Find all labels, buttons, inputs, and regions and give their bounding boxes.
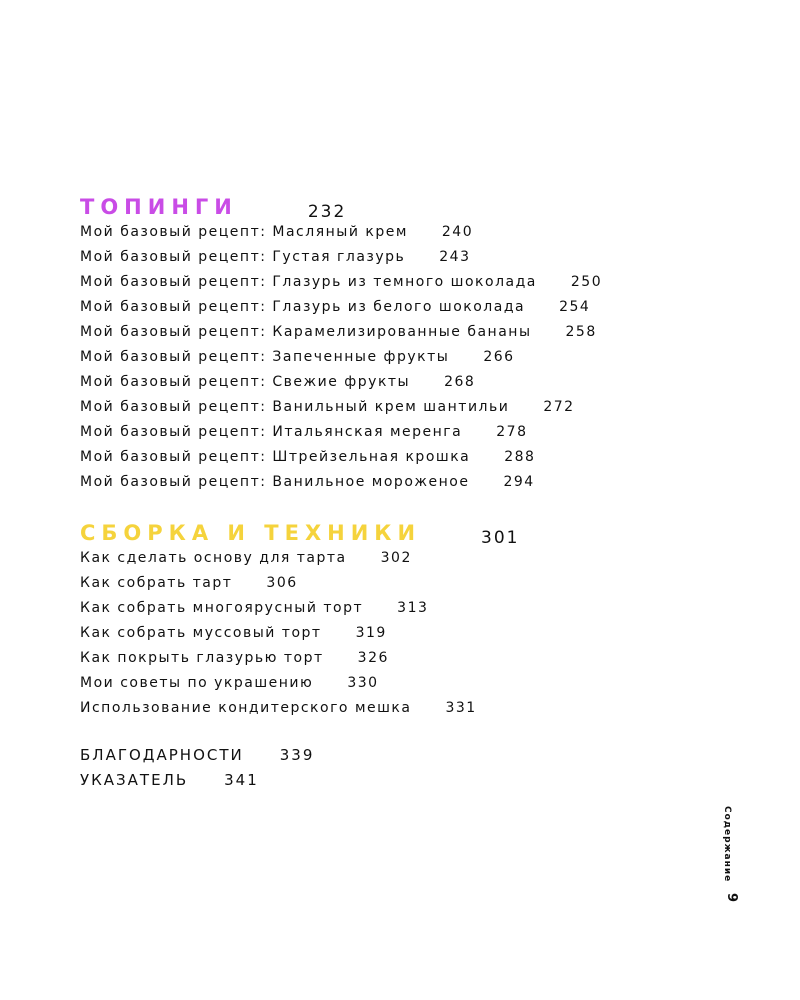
- page-number: 9: [724, 893, 739, 903]
- toc-entry[interactable]: [80, 470, 602, 495]
- toc-entry[interactable]: [80, 621, 519, 646]
- entry-label: Как сделать основу для тарта: [80, 550, 347, 566]
- entry-page: 294: [503, 474, 535, 490]
- entry-page: 330: [347, 675, 379, 691]
- entry-label: Мой базовый рецепт: Штрейзельная крошка: [80, 449, 471, 465]
- entry-label: Мой базовый рецепт: Свежие фрукты: [80, 374, 411, 390]
- entry-page: 250: [570, 274, 603, 290]
- entry-label: Мой базовый рецепт: Масляный крем: [80, 224, 408, 240]
- entry-page: 306: [266, 575, 298, 591]
- toc-entry[interactable]: [80, 270, 602, 295]
- section-title: СБОРКА И ТЕХНИКИ: [80, 521, 422, 545]
- section-heading: [80, 186, 602, 220]
- toc-entry[interactable]: [80, 445, 602, 470]
- entry-page: 326: [357, 650, 389, 666]
- entry-list: [80, 546, 519, 721]
- entry-page: 339: [279, 746, 315, 764]
- entry-page: 243: [439, 249, 471, 265]
- toc-entry[interactable]: [80, 295, 602, 320]
- toc-entry[interactable]: [80, 220, 602, 245]
- entry-page: 313: [397, 600, 429, 616]
- entry-label: Как покрыть глазурью торт: [80, 650, 324, 666]
- toc-entry[interactable]: [80, 646, 519, 671]
- toc-entry[interactable]: [80, 596, 519, 621]
- entry-page: 266: [483, 349, 515, 365]
- toc-entry-index[interactable]: [80, 768, 314, 793]
- entry-page: 254: [559, 299, 591, 315]
- entry-list: [80, 220, 602, 495]
- entry-label: УКАЗАТЕЛЬ: [80, 771, 189, 789]
- section-assembly: [80, 512, 519, 721]
- section-back-matter: [80, 743, 314, 793]
- entry-page: 319: [355, 625, 387, 641]
- entry-page: 240: [441, 224, 474, 240]
- toc-entry[interactable]: [80, 345, 602, 370]
- toc-entry[interactable]: [80, 420, 602, 445]
- toc-entry[interactable]: [80, 696, 519, 721]
- toc-entry[interactable]: [80, 320, 602, 345]
- toc-entry[interactable]: [80, 395, 602, 420]
- toc-entry-acknowledgements[interactable]: [80, 743, 314, 768]
- entry-label: БЛАГОДАРНОСТИ: [80, 746, 244, 764]
- toc-entry[interactable]: [80, 571, 519, 596]
- running-head: Содержание: [722, 806, 732, 883]
- entry-label: Как собрать муссовый торт: [80, 625, 322, 641]
- entry-page: 288: [504, 449, 536, 465]
- entry-label: Как собрать многоярусный торт: [80, 600, 364, 616]
- entry-page: 278: [496, 424, 528, 440]
- entry-page: 341: [224, 771, 259, 789]
- entry-label: Мой базовый рецепт: Глазурь из темного шоколада: [80, 274, 537, 290]
- entry-label: Мой базовый рецепт: Глазурь из белого шоколада: [80, 299, 526, 315]
- entry-label: Мой базовый рецепт: Запеченные фрукты: [80, 349, 450, 365]
- section-page-number: 301: [481, 528, 520, 548]
- toc-entry[interactable]: [80, 245, 602, 270]
- entry-label: Мой базовый рецепт: Карамелизированные бананы: [80, 324, 532, 340]
- entry-page: 302: [380, 550, 412, 566]
- toc-entry[interactable]: [80, 546, 519, 571]
- entry-label: Использование кондитерского мешка: [80, 700, 412, 716]
- toc-entry[interactable]: [80, 370, 602, 395]
- entry-label: Мой базовый рецепт: Ванильное мороженое: [80, 474, 470, 490]
- section-title: ТОПИНГИ: [80, 195, 238, 219]
- entry-label: Мой базовый рецепт: Итальянская меренга: [80, 424, 463, 440]
- entry-page: 268: [444, 374, 476, 390]
- entry-page: 258: [565, 324, 597, 340]
- entry-label: Мой базовый рецепт: Ванильный крем шантильи: [80, 399, 510, 415]
- entry-page: 331: [445, 700, 477, 716]
- section-heading: [80, 512, 519, 546]
- entry-label: Мои советы по украшению: [80, 675, 314, 691]
- section-toppings: [80, 186, 602, 495]
- toc-entry[interactable]: [80, 671, 519, 696]
- entry-label: Как собрать тарт: [80, 575, 233, 591]
- entry-label: Мой базовый рецепт: Густая глазурь: [80, 249, 406, 265]
- section-page-number: 232: [307, 202, 347, 222]
- entry-page: 272: [543, 399, 575, 415]
